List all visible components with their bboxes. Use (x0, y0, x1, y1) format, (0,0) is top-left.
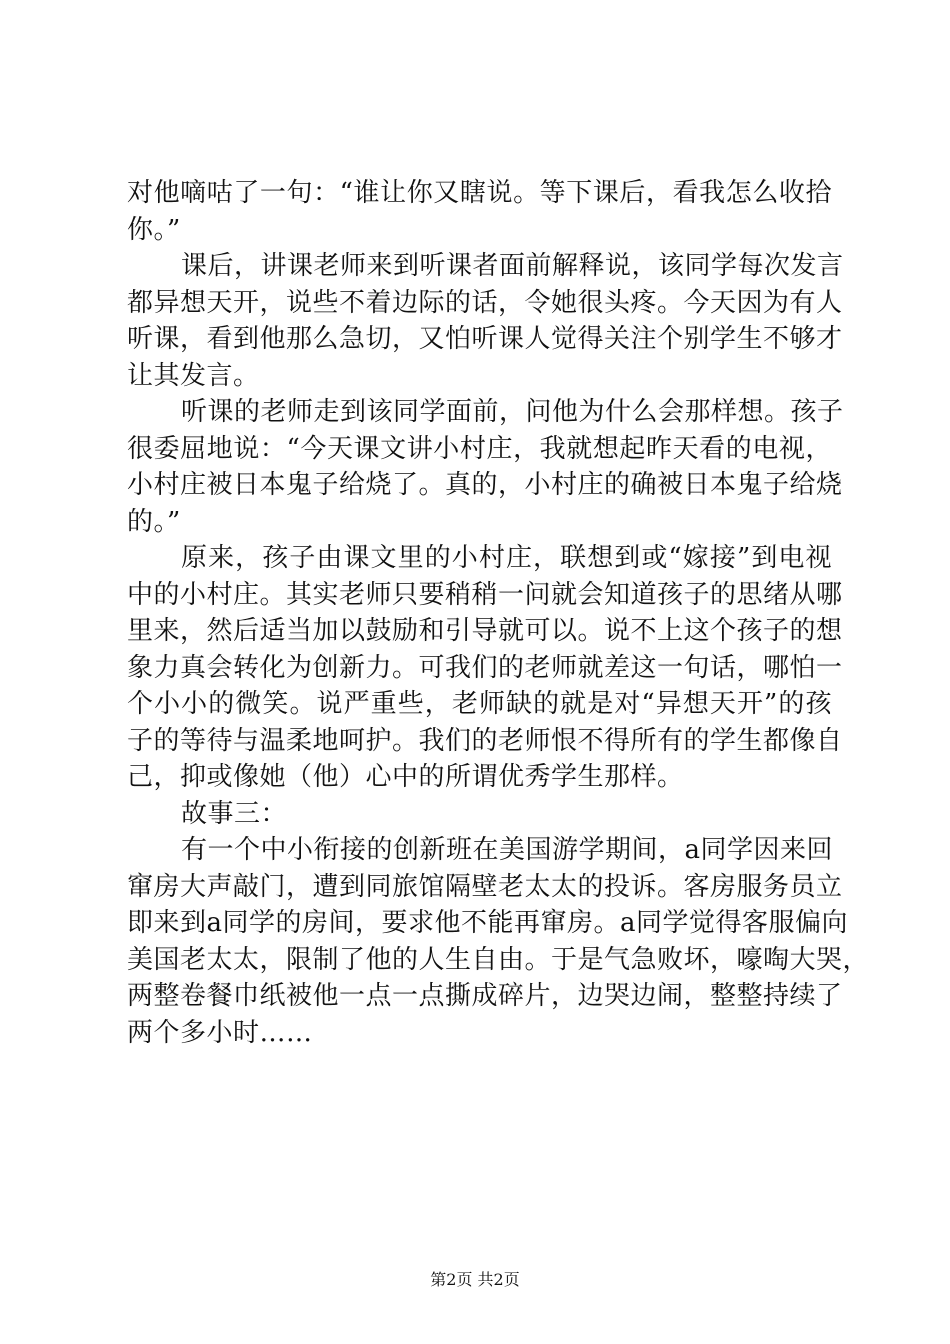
text-line: 听课，看到他那么急切，又怕听课人觉得关注个别学生不够才 (127, 324, 843, 354)
text-line: 个小小的微笑。说严重些，老师缺的就是对“异想天开”的孩 (127, 689, 832, 719)
text-line: 对他嘀咕了一句：“谁让你又瞎说。等下课后，看我怎么收拾 (127, 178, 832, 208)
text-line: 里来，然后适当加以鼓励和引导就可以。说不上这个孩子的想 (127, 616, 843, 646)
text-line: 即来到a同学的房间，要求他不能再窜房。a同学觉得客服偏向 (127, 908, 849, 938)
paragraph-start-line: 听课的老师走到该同学面前，问他为什么会那样想。孩子 (181, 397, 844, 427)
page-number: 第2页 共2页 (430, 1270, 520, 1289)
paragraph-start-line: 原来，孩子由课文里的小村庄，联想到或“嫁接”到电视 (181, 543, 832, 573)
body-text (127, 175, 870, 1051)
page-footer (0, 1270, 950, 1290)
text-line: 两个多小时…… (127, 1017, 313, 1048)
text-line: 的。” (127, 506, 181, 537)
text-line: 你。” (127, 214, 181, 245)
text-line: 很委屈地说：“今天课文讲小村庄，我就想起昨天看的电视， (127, 433, 832, 464)
text-line: 象力真会转化为创新力。可我们的老师就差这一句话，哪怕一 (127, 652, 843, 683)
section-heading: 故事三： (181, 798, 288, 829)
text-line: 子的等待与温柔地呵护。我们的老师恨不得所有的学生都像自 (127, 725, 843, 756)
text-line: 中的小村庄。其实老师只要稍稍一问就会知道孩子的思绪从哪 (127, 579, 843, 610)
text-line: 美国老太太，限制了他的人生自由。于是气急败坏，嚎啕大哭， (127, 944, 870, 975)
text-line: 小村庄被日本鬼子给烧了。真的，小村庄的确被日本鬼子给烧 (127, 470, 843, 500)
text-line: 都异想天开，说些不着边际的话，令她很头疼。今天因为有人 (127, 287, 843, 318)
paragraph-start-line: 课后，讲课老师来到听课者面前解释说，该同学每次发言 (181, 251, 844, 281)
text-line: 让其发言。 (127, 360, 260, 391)
text-line: 窜房大声敲门，遭到同旅馆隔壁老太太的投诉。客房服务员立 (127, 871, 843, 902)
text-line: 两整卷餐巾纸被他一点一点撕成碎片，边哭边闹，整整持续了 (127, 981, 843, 1011)
text-line: 己，抑或像她（他）心中的所谓优秀学生那样。 (127, 762, 684, 792)
paragraph-start-line: 有一个中小衔接的创新班在美国游学期间，a同学因来回 (181, 835, 834, 865)
